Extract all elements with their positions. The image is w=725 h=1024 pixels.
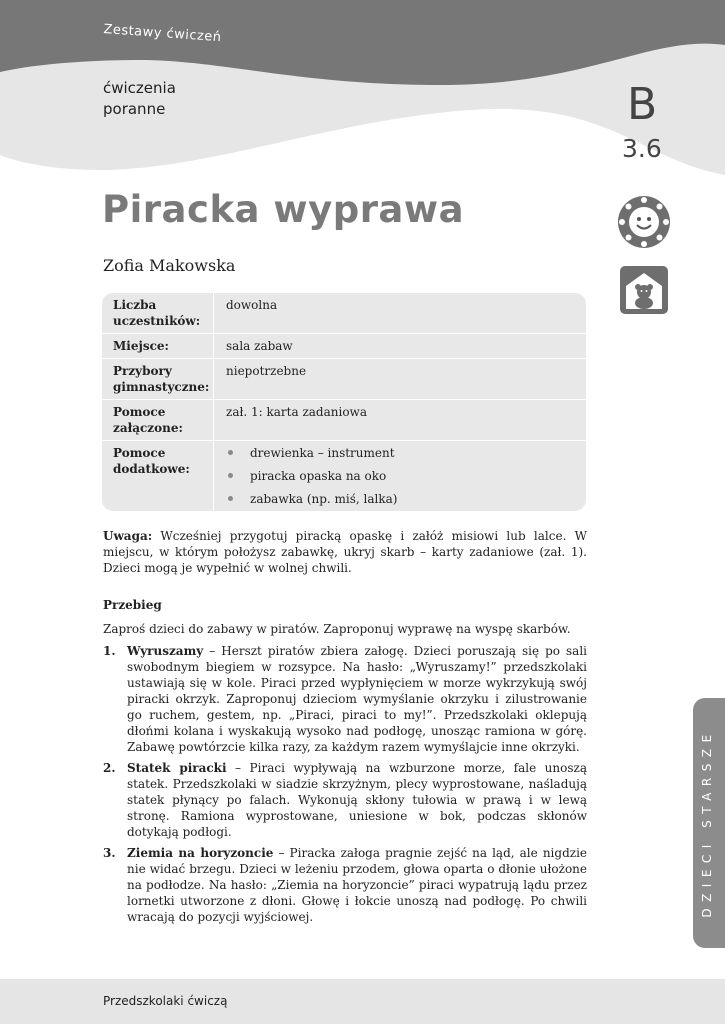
info-label-equipment-line1: Przybory bbox=[113, 364, 172, 378]
step-number: 2. bbox=[103, 761, 116, 775]
info-value-equipment: niepotrzebne bbox=[226, 364, 307, 378]
info-label-participants-line1: Liczba bbox=[113, 298, 157, 312]
list-item: piracka opaska na oko bbox=[226, 468, 574, 484]
info-row-place bbox=[102, 334, 586, 359]
step-body bbox=[127, 845, 587, 925]
info-label-place bbox=[102, 334, 214, 358]
step-text: – Piracka załoga pragnie zejść na ląd, ale nigdzie nie widać brzegu. Dzieci w leżeniu przodem, głowa oparta o dłonie ułożone na podłodze. Na hasło: „Ziemia na horyzoncie” piraci wypatrują lądu przez lornetki utworzone z dłoni. Głowę i łokcie unoszą nad podłogę. Po chwili wracają do pozycji wyjściowej. bbox=[127, 846, 588, 924]
group-letter: B bbox=[627, 79, 658, 130]
note-label: Uwaga: bbox=[103, 529, 153, 543]
author: Zofia Makowska bbox=[103, 256, 236, 275]
info-value-additional bbox=[214, 441, 586, 511]
info-row-additional bbox=[102, 441, 586, 511]
info-label-participants-line2: uczestników: bbox=[113, 314, 201, 328]
info-label-attached-line1: Pomoce bbox=[113, 405, 166, 419]
step-title: Wyruszamy bbox=[127, 644, 204, 658]
section-heading: Przebieg bbox=[103, 598, 162, 612]
sun-face-icon bbox=[617, 195, 671, 249]
info-label-equipment bbox=[102, 359, 214, 399]
info-label-attached bbox=[102, 400, 214, 440]
step-text: – Piraci wypływają na wzburzone morze, fale unoszą statek. Przedszkolaki w siadzie skrzyżnym, plecy wyprostowane, naśladują statek płynący po falach. Wykonują skłony tułowia w prawą i w lewą stronę. Ramiona wyprostowane, uniesione w bok, podczas skłonów dotykają podłogi. bbox=[127, 761, 587, 839]
info-value-attached: zał. 1: karta zadaniowa bbox=[226, 405, 367, 419]
activity-type-line1: ćwiczenia bbox=[103, 79, 176, 97]
info-row-attached bbox=[102, 400, 586, 441]
footer-text: Przedszkolaki ćwiczą bbox=[103, 994, 228, 1008]
age-group-label: DZIECI STARSZE bbox=[700, 728, 714, 918]
list-item bbox=[103, 845, 587, 925]
exercise-steps bbox=[103, 643, 587, 930]
info-label-participants bbox=[102, 293, 214, 333]
teddy-bear-house-icon bbox=[619, 265, 669, 315]
step-title: Ziemia na horyzoncie bbox=[127, 846, 274, 860]
info-label-place-line1: Miejsce: bbox=[113, 339, 169, 353]
list-item: drewienka – instrument bbox=[226, 445, 574, 461]
step-number: 3. bbox=[103, 846, 116, 860]
list-item: zabawka (np. miś, lalka) bbox=[226, 491, 574, 507]
additional-aids-list bbox=[226, 445, 574, 507]
activity-info-table bbox=[102, 293, 586, 511]
page-title: Piracka wyprawa bbox=[102, 188, 465, 231]
step-text: – Herszt piratów zbiera załogę. Dzieci poruszają się po sali swobodnym biegiem w rozsypce. Na hasło: „Wyruszamy!” przedszkolaki ustawiają się w kole. Piraci przed wypłynięciem w morze wykrzykują swój piracki okrzyk. Zaproponuj dzieciom wymyślanie okrzyku i zilustrowanie go ruchem, gestem, np. „Piraci, piraci to my!”. Przedszkolaki oklepują dłońmi kolana i wyskakują wysoko nad podłogę, unosząc ramiona w górę. Zabawę powtórzcie kilka razy, za każdym razem wymyślajcie inne okrzyki. bbox=[127, 644, 587, 754]
info-label-additional bbox=[102, 441, 214, 511]
note-text: Wcześniej przygotuj piracką opaskę i załóż misiowi lub lalce. W miejscu, w którym położysz zabawkę, ukryj skarb – karty zadaniowe (zał. 1). Dzieci mogą je wypełnić w wolnej chwili. bbox=[103, 529, 587, 575]
step-number: 1. bbox=[103, 644, 116, 658]
info-value-participants: dowolna bbox=[226, 298, 278, 312]
info-label-equipment-line2: gimnastyczne: bbox=[113, 380, 210, 394]
preparation-note bbox=[103, 528, 587, 576]
info-row-participants bbox=[102, 293, 586, 334]
step-body bbox=[127, 643, 587, 755]
info-label-attached-line2: załączone: bbox=[113, 421, 183, 435]
info-row-equipment bbox=[102, 359, 586, 400]
list-item bbox=[103, 760, 587, 840]
info-label-additional-line2: dodatkowe: bbox=[113, 462, 190, 476]
list-item bbox=[103, 643, 587, 755]
series-label: Zestawy ćwiczeń bbox=[102, 22, 223, 46]
info-value-place: sala zabaw bbox=[226, 339, 293, 353]
info-label-additional-line1: Pomoce bbox=[113, 446, 166, 460]
activity-type-line2: poranne bbox=[103, 100, 166, 118]
intro-text: Zaproś dzieci do zabawy w piratów. Zaproponuj wyprawę na wyspę skarbów. bbox=[103, 622, 571, 636]
activity-type bbox=[103, 78, 176, 120]
lesson-number: 3.6 bbox=[622, 134, 662, 163]
step-body bbox=[127, 760, 587, 840]
step-title: Statek piracki bbox=[127, 761, 227, 775]
